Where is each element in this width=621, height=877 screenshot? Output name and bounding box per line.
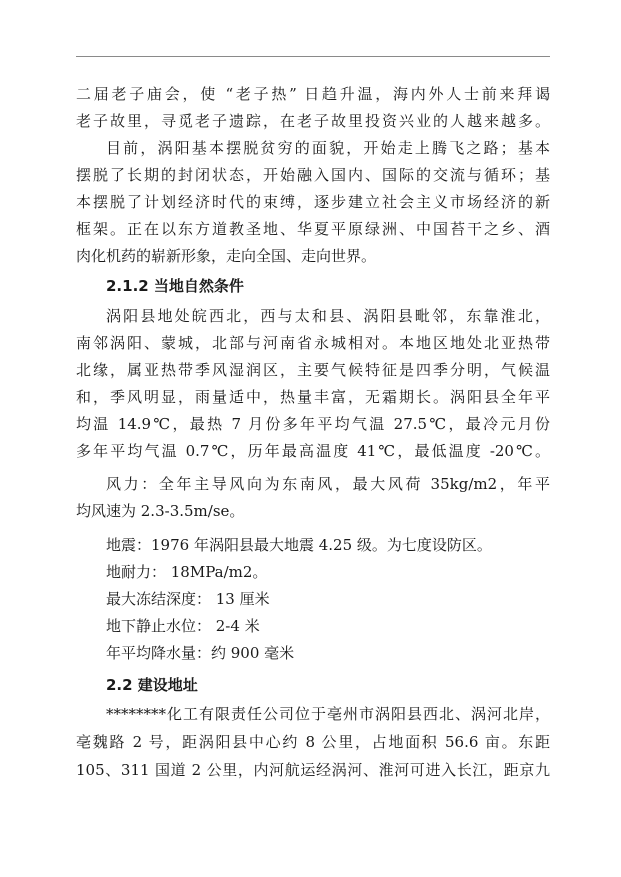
paragraph-line: 涡阳县地处皖西北，西与太和县、涡阳县毗邻，东靠淮北， bbox=[106, 307, 550, 325]
paragraph-line: 二届老子庙会，使 “老子热” 日趋升温，海内外人士前来拜谒 bbox=[76, 85, 550, 103]
paragraph-line: 北缘，属亚热带季风湿润区，主要气候特征是四季分明，气候温 bbox=[76, 361, 550, 379]
paragraph-line: 肉化机药的崭新形象，走向全国、走向世界。 bbox=[76, 247, 377, 265]
paragraph-line: 框架。正在以东方道教圣地、华夏平原绿洲、中国苔干之乡、酒 bbox=[76, 220, 550, 238]
paragraph-line: 105、311 国道 2 公里，内河航运经涡河、淮河可进入长江，距京九 bbox=[76, 761, 550, 779]
header-rule bbox=[76, 56, 550, 57]
paragraph-line: 最大冻结深度： 13 厘米 bbox=[106, 590, 270, 608]
paragraph-line: 本摆脱了计划经济时代的束缚，逐步建立社会主义市场经济的新 bbox=[76, 193, 550, 211]
paragraph-line: ********化工有限责任公司位于亳州市涡阳县西北、涡河北岸， bbox=[106, 705, 550, 723]
paragraph-line: 地震：1976 年涡阳县最大地震 4.25 级。为七度设防区。 bbox=[106, 536, 492, 554]
section-heading: 2.2 建设地址 bbox=[106, 676, 198, 694]
paragraph-line: 摆脱了长期的封闭状态，开始融入国内、国际的交流与循环；基 bbox=[76, 166, 550, 184]
paragraph-line: 地下静止水位： 2-4 米 bbox=[106, 617, 260, 635]
paragraph-line: 亳魏路 2 号，距涡阳县中心约 8 公里，占地面积 56.6 亩。东距 bbox=[76, 733, 550, 751]
paragraph-line: 南邻涡阳、蒙城，北部与河南省永城相对。本地区地处北亚热带 bbox=[76, 334, 550, 352]
paragraph-line: 多年平均气温 0.7℃，历年最高温度 41℃，最低温度 -20℃。 bbox=[76, 442, 550, 460]
paragraph-line: 年平均降水量：约 900 毫米 bbox=[106, 644, 295, 662]
paragraph-line: 均风速为 2.3-3.5m/se。 bbox=[76, 502, 245, 520]
paragraph-line: 均温 14.9℃，最热 7 月份多年平均气温 27.5℃，最冷元月份 bbox=[76, 415, 550, 433]
section-heading: 2.1.2 当地自然条件 bbox=[106, 277, 244, 295]
paragraph-line: 和，季风明显，雨量适中，热量丰富，无霜期长。涡阳县全年平 bbox=[76, 388, 550, 406]
paragraph-line: 目前，涡阳基本摆脱贫穷的面貌，开始走上腾飞之路；基本 bbox=[106, 139, 550, 157]
paragraph-line: 地耐力： 18MPa/m2。 bbox=[106, 563, 268, 581]
paragraph-line: 老子故里，寻觅老子遗踪，在老子故里投资兴业的人越来越多。 bbox=[76, 112, 550, 130]
paragraph-line: 风力：全年主导风向为东南风，最大风荷 35kg/m2，年平 bbox=[106, 475, 550, 493]
